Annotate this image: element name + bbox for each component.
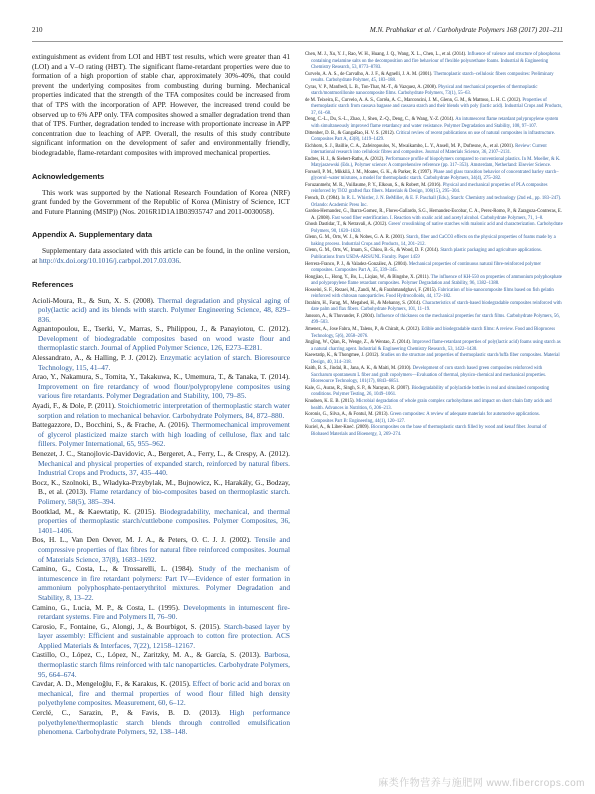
reference-title-link[interactable]: Effect of boric acid and borax on mechanical, fire and thermal properties of wood flour filled high density polyethylene composites. Measurement, 60, 6–12. xyxy=(38,679,290,708)
reference-authors: Carosio, F., Fontaine, G., Alongi, J., & Bourbigot, S. (2015). xyxy=(32,621,221,631)
reference-item xyxy=(305,412,563,425)
reference-title-link[interactable]: Physical and mechanical properties of PLA composites reinforced by TiO2 grafted flax fibers. Materials & Design, 106(15), 295–304. xyxy=(311,182,548,195)
reference-title-link[interactable]: Study of the mechanism of intumescence in fire retardant polymers: Part IV—Evidence of ester formation in ammonium polyphosphate-pentaerythritol mixtures. Polymer Degradation and Stability, 8, 13–22. xyxy=(38,564,291,602)
reference-item xyxy=(305,275,563,288)
reference-item xyxy=(32,449,290,478)
reference-authors: Kaewtatip, K., & Thongmee, J. (2012). xyxy=(305,353,380,359)
reference-item xyxy=(305,85,563,98)
watermark: 麻类作物营养与施肥网 www.fibercrops.com xyxy=(378,778,585,789)
reference-authors: Kale, G., Auras, R., Singh, S. P., & Narayan, R. (2007). xyxy=(305,385,411,391)
supplementary-doi-link[interactable]: http://dx.doi.org/10.1016/j.carbpol.2017.03.036 xyxy=(39,255,180,265)
reference-authors: Benezet, J. C., Stanojlovic-Davidovic, A., Bergeret, A., Ferry, L., & Crespy, A. (2012). xyxy=(32,449,290,458)
reference-item xyxy=(305,262,563,275)
reference-item xyxy=(305,288,563,301)
reference-title-link[interactable]: Biocomposites on the base of thermoplastic starch filled by wood and kenaf fiber. Journal of Biobased Materials and Bioenergy, 3, 269–274. xyxy=(311,425,547,437)
reference-item xyxy=(305,301,563,314)
reference-authors: Jimenez, A., Jose Fabra, M., Talens, P., & Chiralt, A. (2012). xyxy=(305,326,421,332)
reference-authors: Herrera-Franco, P. J., & Valadez-González, A. (2004). xyxy=(305,261,408,267)
reference-item xyxy=(305,235,563,248)
reference-authors: Curvelo, A. A. S., de Carvalho, A. J. F., & Agnelli, J. A. M. (2001). xyxy=(305,71,433,77)
reference-authors: Cerclé, C., Sarazin, P., & Favis, B. D. (2013). xyxy=(32,708,221,718)
reference-title-link[interactable]: Phase and glass transition behavior of concentrated barley starch–glycerol–water mixtures, a model for thermoplastic starch. Carbohydrate Polymers, 34(4), 275–282. xyxy=(311,169,559,182)
reference-title-link[interactable]: Performance profile of biopolymers compared to conventional plastics. In M. Moeller, & K. Matyjaszewski (Eds.), Polymer science: A comprehensive reference (pp. 317–353). Amsterdam, Netherland: Elsevier Science. xyxy=(311,156,561,169)
reference-authors: Ibrahim, H., Farag, M., Megahed, H., & Mehanny, S. (2014). xyxy=(305,300,422,306)
reference-title-link[interactable]: Developments in intumescent fire-retardant systems. Fire and Polymers II, 76–90. xyxy=(38,602,290,622)
reference-item xyxy=(32,296,290,325)
reference-item xyxy=(305,98,563,118)
references-heading: References xyxy=(32,279,74,289)
reference-title-link[interactable]: Edible and biodegradable starch films: A review. Food and Bioprocess Technology, 5(6), 2058–2076. xyxy=(311,326,556,339)
reference-authors: Knudsen, K. E. B. (2015). xyxy=(305,398,355,404)
reference-item xyxy=(305,314,563,327)
reference-title-link[interactable]: Studies on the structure and properties of thermoplastic starch/luffa fiber composites. Material Design, 40, 314–318. xyxy=(311,353,560,365)
reference-title-link[interactable]: Critical review of recent publications on use of natural composites in infrastructure. Composites Part A, 43(8), 1419–1429. xyxy=(311,130,556,143)
reference-title-link[interactable]: Development of corn starch based green composites reinforced with Saccharum spontaneum L fiber and graft copolymers—Evaluation of thermal, physico-chemical and mechanical properties. Bioresource Technology, 101(17), 6843–6851. xyxy=(311,366,547,385)
reference-item xyxy=(305,196,563,209)
reference-authors: Foruzanmehr, M. R., Vuillaume, P. Y., Elkoun, S., & Robert, M. (2016). xyxy=(305,182,442,188)
reference-title-link[interactable]: Characteristics of starch-based biodegradable composites reinforced with date palm and flax fibers. Carbohydrate Polymers, 101, 11–19. xyxy=(311,300,562,313)
reference-authors: Kuciel, A., & Liber-Kneć. (2009). xyxy=(305,425,370,431)
reference-title-link[interactable]: Influence of valence and structure of phosphorus containing melamine salts on the decomposition and fire behaviour of flexible polyurethane foams. Industrial & Engineering Chemistry Research, 53, 8773–8783. xyxy=(311,52,561,71)
reference-title-link[interactable]: Enzymatic acylation of starch. Bioresource Technology, 115, 41–47. xyxy=(38,353,290,372)
reference-authors: Cyras, V. P., Manfredi, L. B., Ton-That, M.-T., & Vazquez, A. (2008). xyxy=(305,84,437,90)
reference-authors: Glenn, G. M., Orts, W., Imam, S., Chiou, B.-S., & Wood, D. F. (2014). xyxy=(305,248,440,254)
conclusion-paragraph: extinguishment as evident from LOI and HBT test results, which were greater than 41 (LOI) and a V–O rating (HBT). The significant flame-retardant properties were due to formation of a high proportion of stable char, approximately 30%-40%, that could prevent the underlying composites from combusting during burning. Mechanical properties indicated that the strength of the TFA composites could be increased from that of TPS with the incorporation of APP. However, the increased trend could be observed up to 6% APP only. TFA composites showed a smaller degradation trend than that of TPS. Further, degradation tended to increase with proportionate increase in APP concentration due to leaching of APP. Overall, the results of this study contribute significant information on the development of safer and environmentally friendly, biodegradable, flame-retardant composites with improved mechanical properties. xyxy=(32,52,290,157)
reference-authors: Camino, G., Lucia, M. P., & Costa, L. (1995). xyxy=(32,602,180,612)
reference-title-link[interactable]: Improvement on fire retardancy of wood flour/polypropylene composites using various fire retardants. Polymer Degradation and Stability, 100, 79–85. xyxy=(38,381,290,401)
references-list-right xyxy=(305,52,563,438)
reference-authors: Jansson, A., & Thuvander, F. (2004). xyxy=(305,313,375,319)
reference-item xyxy=(305,209,563,222)
reference-item xyxy=(305,144,563,157)
reference-authors: Ghosh Dastidar, T., & Netravali, A. (2012). xyxy=(305,222,388,228)
reference-authors: Battegazzore, D., Bocchini, S., & Frache, A. (2016). xyxy=(32,420,190,430)
appendix-text: Supplementary data associated with this article can be found, in the online version, at http://dx.doi.org/10.1016/j.carbpol.2017.03.036. xyxy=(32,246,290,265)
reference-authors: Chen, M. J., Xu, Y. J., Rao, W. H., Huang, J. Q., Wang, X. L., Chen, L., et al. (2014). xyxy=(305,52,467,57)
reference-item xyxy=(305,366,563,386)
reference-item xyxy=(32,420,290,449)
header-rule xyxy=(32,41,563,42)
reference-authors: Bos, H. L., Van Den Oever, M. J. A., & Peters, O. C. J. J. (2002). xyxy=(32,535,251,545)
reference-item xyxy=(32,372,290,401)
reference-authors: Koronis, G., Silva, A., & Fontul, M. (2013). xyxy=(305,412,389,418)
reference-item xyxy=(32,679,290,708)
reference-title-link[interactable]: Physical and mechanical properties of thermoplastic starch/montmorillonite nanocomposite films. Carbohydrate Polymers, 73(1), 55–63. xyxy=(311,84,538,97)
reference-item xyxy=(32,564,290,602)
reference-title-link[interactable]: Green composites: A review of adequate materials for automotive applications. Composites Part B: Engineering, 44(1), 120–127. xyxy=(311,412,540,424)
reference-authors: Arao, Y., Nakamura, S., Tomita, Y., Takakuwa, K., Umemura, T., & Tanaka, T. (2014). xyxy=(32,372,290,382)
reference-item xyxy=(305,72,563,85)
reference-authors: Kaith, B. S., Jindal, R., Jana, A. K., & Maiti, M. (2010). xyxy=(305,366,412,372)
reference-title-link[interactable]: Biodegradability, mechanical, and thermal properties of thermoplastic starch/cuttlebone composites. Polymer Composites, 36, 1401–1406. xyxy=(38,506,290,535)
journal-citation: M.N. Prabhakar et al. / Carbohydrate Polymers 168 (2017) 201–211 xyxy=(369,26,563,34)
reference-title-link[interactable]: Improved flame-retardant properties of poly(lactic acid) foams using starch as a natural charring agent. Industrial & Engineering Chemistry Research, 53, 1422–1430. xyxy=(311,340,561,352)
reference-authors: Alessandrato, A., & Halling, P. J. (2012). xyxy=(32,353,158,363)
reference-authors: Ayadi, F., & Dole, P. (2011). xyxy=(32,401,116,411)
reference-authors: Jingjing, W., Qian, R., Wenge, Z., & Wentao, Z. (2014). xyxy=(305,340,412,346)
right-column xyxy=(305,52,563,438)
reference-item xyxy=(305,52,563,72)
reference-title-link[interactable]: Mechanical properties of continuous natural fibre-reinforced polymer composites. Composites Part A, 35, 339–345. xyxy=(311,261,542,274)
reference-item xyxy=(32,478,290,507)
appendix-heading: Appendix A. Supplementary data xyxy=(32,230,153,240)
appendix-sentence: Supplementary data associated with this article can be found, in the online version, at xyxy=(32,246,290,265)
reference-title-link[interactable]: Flame retardancy of bio-composites based on thermoplastic starch. Polimery, 58(5), 385–394. xyxy=(38,487,290,506)
reference-title-link[interactable]: Starch plastic packaging and agriculture applications. Publications from USDA-ARS/UNL Faculty. Paper 1459 xyxy=(311,248,542,260)
acknowledgements-heading: Acknowledgements xyxy=(32,171,105,181)
reference-authors: Gardea-Hernandez, G., Ibarra-Gomez, R., Flores-Gallardo, S.G., Hernandez-Escobar, C. A., Perez-Romo, P., & Zaragoza-Contreras, E. A. (2008). xyxy=(305,209,563,221)
reference-title-link[interactable]: Microbial degradation of whole grain complex carbohydrates and impact on short chain fatty acids and health. Advances in Nutrition, 6, 206–213. xyxy=(311,398,552,411)
reference-authors: Cavdar, A. D., Mengeloğlu, F., & Karakus, K. (2015). xyxy=(32,679,191,689)
reference-item xyxy=(305,222,563,235)
reference-title-link[interactable]: An intumescent flame retardant polypropylene system with simultaneously improved flame retardancy and water resistance. Polymer Degradation and Stability, 108, 97–107. xyxy=(311,117,559,130)
reference-item xyxy=(305,157,563,170)
reference-item xyxy=(305,248,563,261)
reference-authors: Deng, C.-L., Du, S.-L., Zhao, J., Shen, Z.-Q., Deng, C., & Wang, Y.-Z. (2014). xyxy=(305,117,455,123)
left-column xyxy=(32,52,290,737)
reference-item xyxy=(305,327,563,340)
reference-authors: de M. Teixeira, E., Curvelo, A. A. S., Corrêa, A. C., Marconcini, J. M., Glenn, G. M., & Mattoso, L. H. C. (2012). xyxy=(305,97,522,103)
reference-title-link[interactable]: Properties of thermoplastic starch from cassava bagasse and cassava starch and their blends with poly (lactic acid). Industrial Crops and Products, 37, 61–68. xyxy=(311,97,563,116)
reference-authors: Forssell, P. M., Mikkilä, J. M., Moates, G. K., & Parker, R. (1997). xyxy=(305,169,433,175)
reference-item xyxy=(305,170,563,183)
reference-authors: Eichhorn, S. J., Baillie, C. A., Zafeiropoulos, N., Mwaikambo, L. Y., Ansell, M. P., Dufresne, A., et al. (2001). xyxy=(305,143,514,149)
reference-title-link[interactable]: Starch, fiber and CaCO3 effects on the physical properties of foams made by a baking process. Industrial Crops and Products, 14, 201–212. xyxy=(311,235,556,247)
reference-item xyxy=(305,131,563,144)
reference-authors: French, D. (1984). xyxy=(305,196,341,202)
reference-item xyxy=(305,399,563,412)
reference-authors: Glenn, G. M., Orts, W. J., & Nobes, G. A. R. (2001). xyxy=(305,235,406,241)
reference-title-link[interactable]: Influence of thickness on the mechanical properties for starch films. Carbohydrate Polymers, 56, 499–503. xyxy=(311,313,560,326)
reference-item xyxy=(32,507,290,536)
reference-authors: Hongjiao, L., Hong, Y., Bo, L., Liqiao, W., & Bingshe, X. (2011). xyxy=(305,274,430,280)
reference-title-link[interactable]: Fabrication of bio-nanocomposite films based on fish gelatin reinforced with chitosan nanoparticles. Food Hydrocolloids, 44, 172–182. xyxy=(311,287,554,300)
reference-title-link[interactable]: Stoichiometric interpretation of thermoplastic starch water sorption and relation to mechanical behavior. Carbohydrate Polymers, 84, 872–880. xyxy=(38,401,290,420)
reference-authors: Bocz, K., Szolnoki, B., Władyka-Przybylak, M., Bujnowicz, K., Harakály, G., Bodzay, B., et al. (2013). xyxy=(32,477,290,497)
reference-item xyxy=(32,650,290,679)
reference-title-link[interactable]: Green' crosslinking of native starches with malonic acid and characterization. Carbohydrate Polymers, 90, 1620–1628. xyxy=(311,222,563,234)
reference-authors: Bootklad, M., & Kaewtatip, K. (2015). xyxy=(32,506,156,516)
reference-authors: Hosseini, S. F., Rezaei, M., Zandi, M., & Farahmandghavi, F. (2015). xyxy=(305,287,437,293)
reference-item xyxy=(305,386,563,399)
reference-title-link[interactable]: Biodegradability of polylactide bottles in real and simulated composting conditions. Polymer Testing, 26, 1049–1061. xyxy=(311,385,550,398)
reference-authors: Camino, G., Costa, L., & Trossarelli, L. (1984). xyxy=(32,564,194,574)
reference-item xyxy=(305,353,563,366)
acknowledgements-text: This work was supported by the National Research Foundation of Korea (NRF) grant funded by the Government of the Republic of Korea (Ministry of Science, ICT and Future Planning (MSIP)) (Nos. 2016R1D1A1B03935747 and 2011-0030058). xyxy=(32,187,290,216)
reference-item xyxy=(32,324,290,353)
reference-title-link[interactable]: Development of biodegradable composites based on wood waste flour and thermoplastic starch. Journal of Applied Polymer Science, 126, E273–E281. xyxy=(38,333,290,353)
reference-title-link[interactable]: High performance polyethylene/thermoplastic starch blends through controlled emulsification phenomena. Carbohydrate Polymers, 92, 138–148. xyxy=(38,708,290,737)
reference-title-link[interactable]: Fast wood fiber esterification. I. Reaction with oxalic acid and acetyl alcohol. Carbohydrate Polymers, 71, 1–8. xyxy=(331,215,544,221)
reference-authors: Agnantopoulou, E., Tserki, V., Marras, S., Philippou, J., & Panayiotou, C. (2012). xyxy=(32,324,290,334)
reference-item xyxy=(305,425,563,438)
reference-item xyxy=(305,183,563,196)
reference-authors: Endres, H. J., & Siebert-Raths, A. (2012). xyxy=(305,156,385,162)
reference-authors: Acioli-Moura, R., & Sun, X. S. (2008). xyxy=(32,295,155,305)
reference-title-link[interactable]: Review: Current international research into cellulosic fibres and composites. Journal of Materials Science, 36, 2107–2131. xyxy=(311,143,547,156)
reference-title-link[interactable]: In R. L. Whistler, J. N. BeMiller, & E. F. Paschall (Eds.), Starch: Chemistry and technology (2nd ed., pp. 183–247). Orlando: Academic Press Inc. xyxy=(311,196,562,208)
reference-title-link[interactable]: Mechanical and physical properties of expanded starch, reinforced by natural fibers. Industrial Crops and Products, 37, 435–440. xyxy=(38,458,290,478)
reference-title-link[interactable]: Barbosa, thermoplastic starch films reinforced with talc nanoparticles. Carbohydrate Polymers, 95, 664–674. xyxy=(38,650,290,679)
reference-item xyxy=(32,401,290,420)
reference-item xyxy=(32,535,290,564)
page-number: 210 xyxy=(32,26,43,34)
reference-item xyxy=(305,117,563,130)
reference-authors: Castillo, O., López, C., López, N., Zaritzky, M. A., & García, S. (2013). xyxy=(32,650,261,660)
reference-item xyxy=(32,353,290,372)
reference-title-link[interactable]: Thermal degradation and physical aging of poly(lactic acid) and its blends with starch. Polymer Engineering Science, 48, 829–836. xyxy=(38,295,290,324)
reference-title-link[interactable]: Tensile and compressive properties of flax fibres for natural fibre reinforced composites. Journal of Materials Science, 37(8), 1683–1692. xyxy=(38,535,290,564)
reference-item xyxy=(305,340,563,353)
reference-item xyxy=(32,622,290,651)
reference-title-link[interactable]: Thermoplastic starch–cellulosic fibers composites: Preliminary results. Carbohydrate Polymer, 45, 183–188. xyxy=(311,71,554,84)
reference-item xyxy=(32,708,290,737)
reference-authors: Dittenber, D. B., & GangaRao, H. V. S. (2012). xyxy=(305,130,395,136)
reference-title-link[interactable]: Starch-based layer by layer assembly: Efficient and sustainable approach to cotton fire protection. ACS Applied Materials & Interfaces, 7(22), 12158–12167. xyxy=(38,621,290,650)
reference-title-link[interactable]: Thermomechanical improvement of glycerol plasticized maize starch with high loading of cellulose, flax and talc fillers. Polymer International, 65, 955–962. xyxy=(38,420,290,449)
references-list-left xyxy=(32,296,290,737)
running-header xyxy=(32,26,563,38)
reference-item xyxy=(32,603,290,622)
reference-title-link[interactable]: The influence of KH-550 on properties of ammonium polyphosphate and polypropylene flame retardant composites. Polymer Degradation and Stability, 96, 1382–1388. xyxy=(311,274,562,287)
